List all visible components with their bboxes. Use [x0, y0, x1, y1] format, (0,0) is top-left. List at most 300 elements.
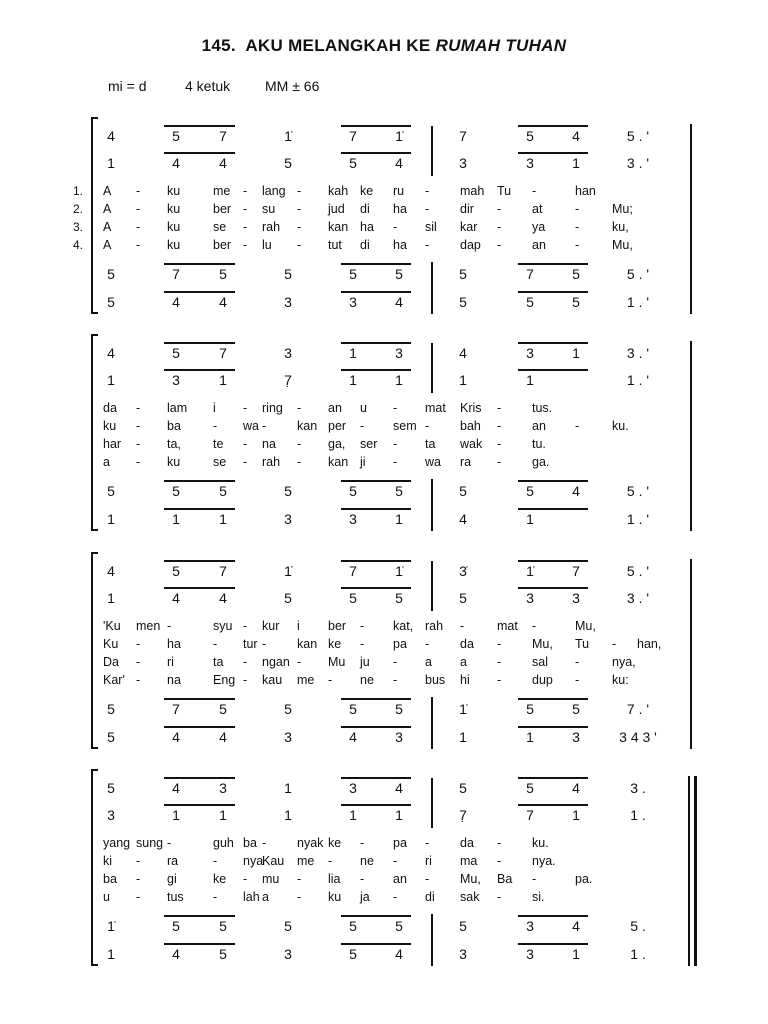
lyric-syllable: wa	[243, 419, 259, 433]
lyric-syllable: A	[103, 202, 112, 216]
lyric-syllable: Ku	[103, 637, 119, 651]
note: 5	[349, 155, 357, 171]
beam-line	[341, 698, 411, 700]
score-system	[0, 770, 768, 970]
note: 1 . '	[626, 372, 650, 388]
beam-line	[164, 560, 235, 562]
note: 5	[526, 701, 534, 717]
beam-line	[341, 804, 411, 806]
beam-line	[341, 125, 411, 127]
lyric-syllable: ser	[360, 437, 378, 451]
note: 1	[107, 946, 115, 962]
lyric-syllable: dap	[460, 238, 481, 252]
note: 5	[459, 294, 467, 310]
lyric-syllable: me	[297, 854, 315, 868]
lyric-syllable: -	[136, 872, 141, 886]
lyric-syllable: -	[243, 619, 248, 633]
beam-line	[341, 726, 411, 728]
lyric-syllable: ri	[167, 655, 174, 669]
lyric-syllable: -	[425, 238, 430, 252]
lyric-syllable: ri	[425, 854, 432, 868]
lyric-syllable: -	[213, 854, 218, 868]
note: 1	[107, 590, 115, 606]
note: 1	[284, 807, 292, 823]
note: 3	[284, 294, 292, 310]
lyric-syllable: Tu	[575, 637, 590, 651]
lyric-syllable: -	[393, 890, 398, 904]
note: 3	[349, 294, 357, 310]
note: 4	[172, 780, 180, 796]
note: 5	[395, 590, 403, 606]
lyric-syllable: lia	[328, 872, 341, 886]
lyric-syllable: jud	[328, 202, 345, 216]
note: 4	[172, 729, 180, 745]
lyric-syllable: -	[243, 673, 248, 687]
note: 5	[284, 701, 292, 717]
lyric-syllable: -	[136, 673, 141, 687]
lyric-syllable: te	[213, 437, 224, 451]
note: 7	[572, 563, 580, 579]
lyric-syllable: ga.	[532, 455, 550, 469]
lyric-syllable: gi	[167, 872, 177, 886]
beam-line	[341, 777, 411, 779]
note: 1 .	[630, 946, 646, 962]
lyric-syllable: -	[213, 419, 218, 433]
lyric-syllable: yang	[103, 836, 131, 850]
note: 1̇	[284, 563, 292, 579]
lyric-syllable: -	[297, 890, 302, 904]
lyric-syllable: -	[497, 401, 502, 415]
note: 5	[107, 780, 115, 796]
note: 3	[526, 918, 534, 934]
note: 1̇	[526, 563, 534, 579]
lyric-syllable: ha	[393, 238, 407, 252]
lyric-syllable: -	[497, 655, 502, 669]
note: 1	[107, 155, 115, 171]
beam-line	[518, 125, 588, 127]
beam-line	[518, 804, 588, 806]
system-brace	[91, 118, 101, 313]
beam-line	[518, 342, 588, 344]
lyric-syllable: -	[167, 619, 172, 633]
lyric-syllable: tur	[243, 637, 258, 651]
verse-number: 4.	[73, 238, 84, 252]
lyric-syllable: nyak	[297, 836, 324, 850]
lyric-syllable: -	[136, 419, 141, 433]
note: 5	[526, 128, 534, 144]
verse-number: 2.	[73, 202, 84, 216]
beam-line	[518, 943, 588, 945]
lyric-syllable: an	[532, 419, 546, 433]
lyric-syllable: -	[262, 637, 267, 651]
lyric-syllable: tus	[167, 890, 184, 904]
beam-line	[341, 152, 411, 154]
beam-line	[518, 291, 588, 293]
note: 4	[107, 128, 115, 144]
note: 3 4 3 '	[619, 729, 657, 745]
lyric-syllable: ha	[360, 220, 374, 234]
note: 5	[395, 918, 403, 934]
note: 3 .	[630, 780, 646, 796]
lyric-syllable: syu	[213, 619, 233, 633]
lyric-syllable: ber	[328, 619, 347, 633]
note: 3 . '	[626, 345, 650, 361]
note: 4	[459, 511, 467, 527]
lyric-syllable: -	[243, 872, 248, 886]
note: 7̣	[284, 372, 292, 388]
lyric-syllable: ke	[328, 637, 342, 651]
note: 5	[349, 918, 357, 934]
lyric-syllable: tut	[328, 238, 342, 252]
lyric-syllable: -	[136, 220, 141, 234]
note: 3	[219, 780, 227, 796]
lyric-syllable: Tu	[497, 184, 512, 198]
lyric-syllable: ku:	[612, 673, 629, 687]
beam-line	[518, 777, 588, 779]
lyric-syllable: -	[393, 220, 398, 234]
note: 5	[349, 701, 357, 717]
lyric-syllable: -	[136, 637, 141, 651]
note: 1	[526, 372, 534, 388]
lyric-syllable: dir	[460, 202, 474, 216]
lyric-syllable: ya	[532, 220, 546, 234]
note: 5 . '	[626, 563, 650, 579]
note: 1̇	[107, 918, 115, 934]
lyric-syllable: me	[297, 673, 315, 687]
note: 3	[349, 511, 357, 527]
lyric-syllable: han	[575, 184, 596, 198]
beam-line	[164, 943, 235, 945]
note: 5	[284, 266, 292, 282]
lyric-syllable: -	[575, 655, 580, 669]
note: 1	[395, 372, 403, 388]
system-brace	[91, 335, 101, 530]
lyric-syllable: wa	[425, 455, 441, 469]
verse-number: 1.	[73, 184, 84, 198]
note: 3	[526, 345, 534, 361]
note: 5 .	[630, 918, 646, 934]
lyric-syllable: -	[297, 202, 302, 216]
lyric-syllable: kur	[262, 619, 280, 633]
final-barline	[694, 776, 697, 966]
lyric-syllable: rah	[262, 455, 281, 469]
lyric-syllable: su	[262, 202, 276, 216]
note: 3	[526, 946, 534, 962]
lyric-syllable: -	[297, 184, 302, 198]
note: 4	[459, 345, 467, 361]
lyric-syllable: -	[213, 890, 218, 904]
lyric-syllable: -	[243, 202, 248, 216]
note: 4	[572, 780, 580, 796]
note: 5	[107, 266, 115, 282]
beam-line	[164, 480, 235, 482]
note: 3	[572, 590, 580, 606]
note: 3	[459, 946, 467, 962]
lyric-syllable: -	[425, 184, 430, 198]
lyric-syllable: ke	[328, 836, 342, 850]
lyric-syllable: Mu	[328, 655, 346, 669]
note: 5	[526, 483, 534, 499]
score-system	[0, 118, 768, 318]
lyric-syllable: Mu;	[612, 202, 633, 216]
lyric-syllable: nya	[243, 854, 264, 868]
note: 7	[219, 128, 227, 144]
lyric-syllable: ku	[167, 202, 181, 216]
lyric-syllable: -	[532, 872, 537, 886]
note: 1	[395, 511, 403, 527]
note: 1	[349, 345, 357, 361]
note: 5	[459, 590, 467, 606]
note: 5	[349, 946, 357, 962]
note: 1̇	[395, 128, 403, 144]
lyric-syllable: -	[497, 220, 502, 234]
note: 4	[395, 946, 403, 962]
note: 5	[219, 266, 227, 282]
note: 1̇	[395, 563, 403, 579]
lyric-syllable: ring	[262, 401, 283, 415]
lyric-syllable: rah	[262, 220, 281, 234]
lyric-syllable: ber	[213, 202, 232, 216]
lyric-syllable: -	[243, 655, 248, 669]
note: 4	[219, 294, 227, 310]
note: 5	[107, 483, 115, 499]
lyric-syllable: -	[297, 655, 302, 669]
note: 4	[572, 128, 580, 144]
beam-line	[164, 587, 235, 589]
lyric-syllable: nya.	[532, 854, 556, 868]
lyric-syllable: ku	[167, 184, 181, 198]
lyric-syllable: -	[297, 220, 302, 234]
note: 5	[284, 483, 292, 499]
lyric-syllable: -	[460, 619, 465, 633]
note: 3	[284, 345, 292, 361]
key-signature: mi = d	[108, 78, 147, 94]
lyric-syllable: ku.	[612, 419, 629, 433]
lyric-syllable: mat	[497, 619, 518, 633]
lyric-syllable: bus	[425, 673, 446, 687]
lyric-syllable: -	[497, 890, 502, 904]
system-brace	[91, 770, 101, 965]
lyric-syllable: lah	[243, 890, 260, 904]
lyric-syllable: kah	[328, 184, 349, 198]
barline	[431, 479, 433, 531]
note: 1	[395, 807, 403, 823]
lyric-syllable: han,	[637, 637, 662, 651]
beam-line	[341, 508, 411, 510]
note: 1	[219, 372, 227, 388]
lyric-syllable: -	[167, 836, 172, 850]
note: 4	[172, 294, 180, 310]
lyric-syllable: at	[532, 202, 543, 216]
lyric-syllable: ta	[425, 437, 436, 451]
lyric-syllable: ku.	[532, 836, 549, 850]
lyric-syllable: -	[360, 836, 365, 850]
note: 1	[526, 511, 534, 527]
beam-line	[164, 777, 235, 779]
lyric-syllable: -	[425, 202, 430, 216]
note: 1	[172, 511, 180, 527]
tempo: MM ± 66	[265, 78, 320, 94]
lyric-syllable: ba	[243, 836, 257, 850]
lyric-syllable: da	[460, 637, 474, 651]
lyric-syllable: Mu,	[612, 238, 633, 252]
lyric-syllable: ta,	[167, 437, 181, 451]
beam-line	[518, 698, 588, 700]
lyric-syllable: Eng	[213, 673, 236, 687]
lyric-syllable: ku	[328, 890, 342, 904]
note: 7	[526, 807, 534, 823]
lyric-syllable: -	[393, 673, 398, 687]
note: 1	[572, 946, 580, 962]
lyric-syllable: -	[575, 673, 580, 687]
lyric-syllable: -	[497, 637, 502, 651]
lyric-syllable: ji	[360, 455, 366, 469]
lyric-syllable: ba	[167, 419, 181, 433]
lyric-syllable: tus.	[532, 401, 553, 415]
lyric-syllable: -	[136, 437, 141, 451]
note: 5	[572, 294, 580, 310]
note: 5	[219, 483, 227, 499]
lyric-syllable: u	[103, 890, 110, 904]
lyric-syllable: Kau	[262, 854, 285, 868]
note: 1 . '	[626, 511, 650, 527]
note: 5	[172, 563, 180, 579]
lyric-syllable: ku,	[612, 220, 629, 234]
note: 1	[459, 729, 467, 745]
beam-line	[518, 726, 588, 728]
lyric-syllable: Mu,	[532, 637, 553, 651]
lyric-syllable: -	[262, 419, 267, 433]
lyric-syllable: -	[497, 437, 502, 451]
note: 3	[572, 729, 580, 745]
lyric-syllable: ju	[360, 655, 370, 669]
barline	[431, 778, 433, 828]
lyric-syllable: -	[497, 854, 502, 868]
note: 1	[572, 345, 580, 361]
score-system	[0, 335, 768, 535]
lyric-syllable: pa	[393, 637, 407, 651]
note: 5	[395, 266, 403, 282]
note: 5	[284, 918, 292, 934]
lyric-syllable: kan	[328, 220, 349, 234]
lyric-syllable: kan	[328, 455, 349, 469]
lyric-syllable: ki	[103, 854, 113, 868]
beam-line	[341, 587, 411, 589]
lyric-syllable: -	[360, 872, 365, 886]
lyric-syllable: ku	[167, 220, 181, 234]
note: 1̇	[284, 128, 292, 144]
lyric-syllable: -	[328, 854, 333, 868]
note: 1	[172, 807, 180, 823]
lyric-syllable: -	[425, 836, 430, 850]
lyric-syllable: -	[497, 202, 502, 216]
note: 4	[172, 155, 180, 171]
lyric-syllable: -	[328, 673, 333, 687]
note: 4	[107, 345, 115, 361]
lyric-syllable: ba	[103, 872, 117, 886]
lyric-syllable: 'Ku	[103, 619, 121, 633]
lyric-syllable: tu.	[532, 437, 546, 451]
lyric-syllable: u	[360, 401, 367, 415]
beam-line	[518, 508, 588, 510]
lyric-syllable: ke	[360, 184, 374, 198]
lyric-syllable: ber	[213, 238, 232, 252]
note: 4	[172, 590, 180, 606]
note: 5	[572, 701, 580, 717]
barline	[431, 697, 433, 749]
lyric-syllable: -	[425, 872, 430, 886]
beam-line	[341, 263, 411, 265]
beam-line	[518, 915, 588, 917]
note: 4	[349, 729, 357, 745]
lyric-syllable: ku	[103, 419, 117, 433]
note: 5 . '	[626, 483, 650, 499]
note: 5	[219, 701, 227, 717]
end-barline	[690, 341, 692, 531]
lyric-syllable: -	[360, 637, 365, 651]
barline	[431, 262, 433, 314]
lyric-syllable: a	[460, 655, 467, 669]
lyric-syllable: di	[425, 890, 435, 904]
note: 3	[284, 729, 292, 745]
note: 4	[107, 563, 115, 579]
lyric-syllable: -	[360, 419, 365, 433]
note: 5	[107, 294, 115, 310]
note: 5	[219, 918, 227, 934]
note: 5	[172, 128, 180, 144]
score-system	[0, 553, 768, 753]
lyric-syllable: -	[243, 238, 248, 252]
system-brace	[91, 553, 101, 748]
lyric-syllable: -	[497, 836, 502, 850]
hymn-title	[0, 36, 768, 56]
note: 1̇	[459, 701, 467, 717]
lyric-syllable: -	[297, 455, 302, 469]
beam-line	[341, 560, 411, 562]
lyric-syllable: -	[360, 619, 365, 633]
note: 3	[107, 807, 115, 823]
note: 3̇	[459, 563, 467, 579]
note: 3 . '	[626, 155, 650, 171]
note: 1	[459, 372, 467, 388]
lyric-syllable: -	[243, 455, 248, 469]
note: 7	[219, 563, 227, 579]
note: 3	[526, 590, 534, 606]
lyric-syllable: -	[243, 437, 248, 451]
lyric-syllable: Kar'	[103, 673, 125, 687]
note: 3	[172, 372, 180, 388]
lyric-syllable: -	[425, 637, 430, 651]
note: 5 . '	[626, 128, 650, 144]
lyric-syllable: -	[297, 401, 302, 415]
note: 4	[572, 918, 580, 934]
note: 4	[572, 483, 580, 499]
lyric-syllable: mu	[262, 872, 280, 886]
lyric-syllable: se	[213, 220, 227, 234]
lyric-syllable: -	[136, 401, 141, 415]
lyric-syllable: Kris	[460, 401, 482, 415]
barline	[431, 126, 433, 176]
lyric-syllable: -	[532, 619, 537, 633]
lyric-syllable: ke	[213, 872, 227, 886]
lyric-syllable: -	[612, 637, 617, 651]
lyric-syllable: a	[425, 655, 432, 669]
lyric-syllable: an	[532, 238, 546, 252]
note: 5	[107, 729, 115, 745]
lyric-syllable: ra	[167, 854, 179, 868]
beam-line	[518, 152, 588, 154]
note: 5	[459, 266, 467, 282]
